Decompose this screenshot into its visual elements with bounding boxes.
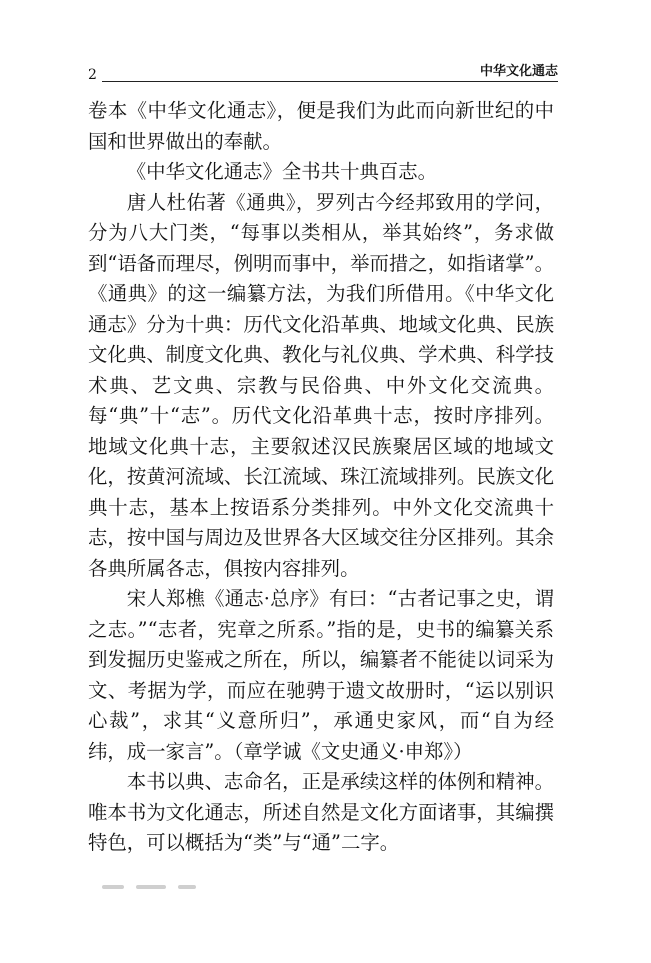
scan-smudge	[102, 885, 212, 891]
paragraph-continuation: 卷本《中华文化通志》，便是我们为此而向新世纪的中国和世界做出的奉献。	[88, 99, 554, 153]
paragraph-structure: 《中华文化通志》全书共十典百志。	[126, 160, 438, 183]
paragraph-tongzhi: 宋人郑樵《通志·总序》有曰：“古者记事之史，谓之志。”“志者，宪章之所系。”指的是，史书的编纂关系到发掘历史鉴戒之所在，所以，编纂者不能徒以词采为文、考据为学，而应在驰骋于遗文故册时，“运以别识心裁”，求其“义意所归”，承通史家风，而“自为经纬，成一家言”。（章学诚《文史通义·申郑》）	[88, 587, 554, 763]
header-rule	[102, 81, 558, 82]
body-text	[88, 96, 554, 859]
page-header	[88, 64, 558, 88]
page-number: 2	[88, 67, 97, 83]
paragraph-conclusion: 本书以典、志命名，正是承续这样的体例和精神。唯本书为文化通志，所述自然是文化方面诸事，其编撰特色，可以概括为“类”与“通”二字。	[88, 770, 554, 854]
running-title: 中华文化通志	[474, 64, 558, 79]
paragraph-tongdian: 唐人杜佑著《通典》，罗列古今经邦致用的学问，分为八大门类，“每事以类相从，举其始终”，务求做到“语备而理尽，例明而事中，举而措之，如指诸掌”。《通典》的这一编纂方法，为我们所借用。《中华文化通志》分为十典：历代文化沿革典、地域文化典、民族文化典、制度文化典、教化与礼仪典、学术典、科学技术典、艺文典、宗教与民俗典、中外文化交流典。每“典”十“志”。历代文化沿革典十志，按时序排列。地域文化典十志，主要叙述汉民族聚居区域的地域文化，按黄河流域、长江流域、珠江流域排列。民族文化典十志，基本上按语系分类排列。中外文化交流典十志，按中国与周边及世界各大区域交往分区排列。其余各典所属各志，俱按内容排列。	[88, 190, 554, 580]
